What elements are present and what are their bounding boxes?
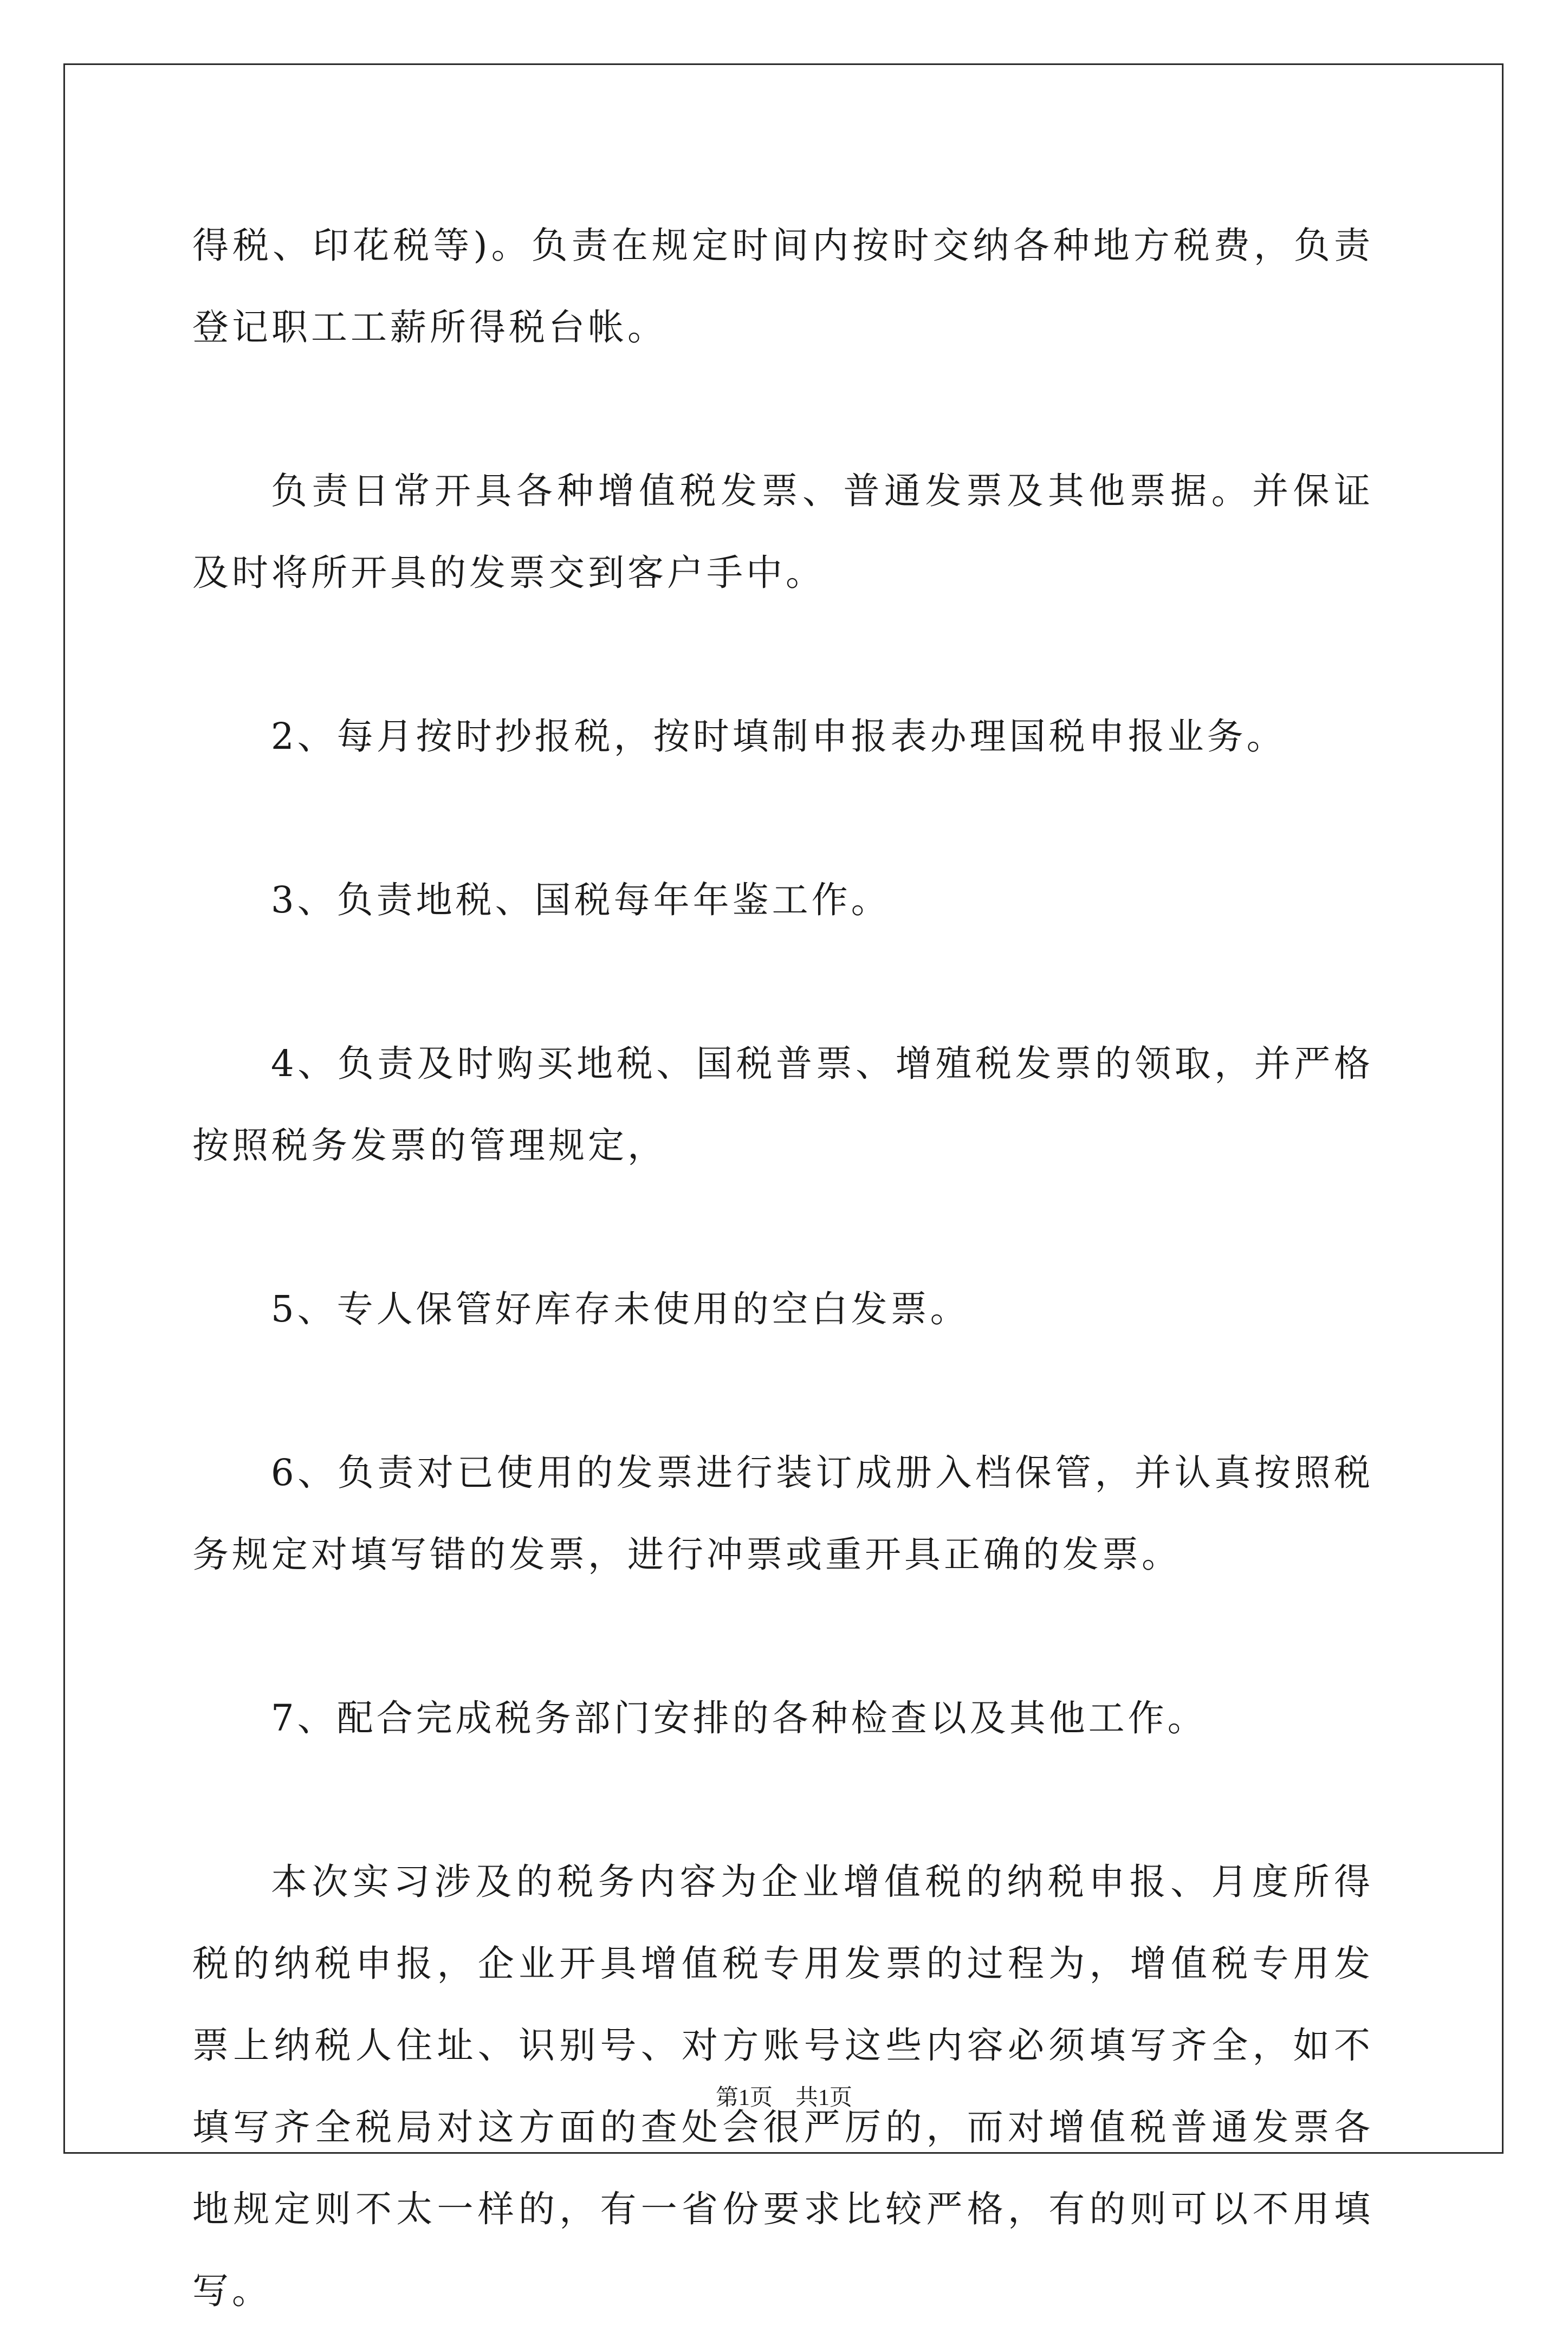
page-number-footer: 第1页 共1页 bbox=[715, 2085, 852, 2110]
paragraph-7: 6、负责对已使用的发票进行装订成册入档保管，并认真按照税务规定对填写错的发票，进行冲票或重开具正确的发票。 bbox=[192, 1452, 1373, 1576]
paragraph-9: 本次实习涉及的税务内容为企业增值税的纳税申报、月度所得税的纳税申报，企业开具增值税专用发票的过程为，增值税专用发票上纳税人住址、识别号、对方账号这些内容必须填写齐全，如不填写齐全税局对这方面的查处会很严厉的，而对增值税普通发票各地规定则不太一样的，有一省份要求比较严格，有的则可以不用填写。 bbox=[192, 1861, 1373, 2312]
paragraph-6: 5、专人保管好库存未使用的空白发票。 bbox=[271, 1288, 970, 1330]
paragraph-4: 3、负责地税、国税每年年鉴工作。 bbox=[271, 879, 891, 921]
paragraph-1: 得税、印花税等)。负责在规定时间内按时交纳各种地方税费，负责登记职工工薪所得税台帐。 bbox=[192, 224, 1373, 348]
paragraph-8: 7、配合完成税务部门安排的各种检查以及其他工作。 bbox=[271, 1697, 1207, 1739]
paragraph-3: 2、每月按时抄报税，按时填制申报表办理国税申报业务。 bbox=[271, 715, 1286, 757]
paragraph-2: 负责日常开具各种增值税发票、普通发票及其他票据。并保证及时将所开具的发票交到客户手中。 bbox=[192, 470, 1373, 594]
document-body bbox=[192, 205, 1373, 2332]
paragraph-5: 4、负责及时购买地税、国税普票、增殖税发票的领取，并严格按照税务发票的管理规定， bbox=[192, 1042, 1373, 1167]
